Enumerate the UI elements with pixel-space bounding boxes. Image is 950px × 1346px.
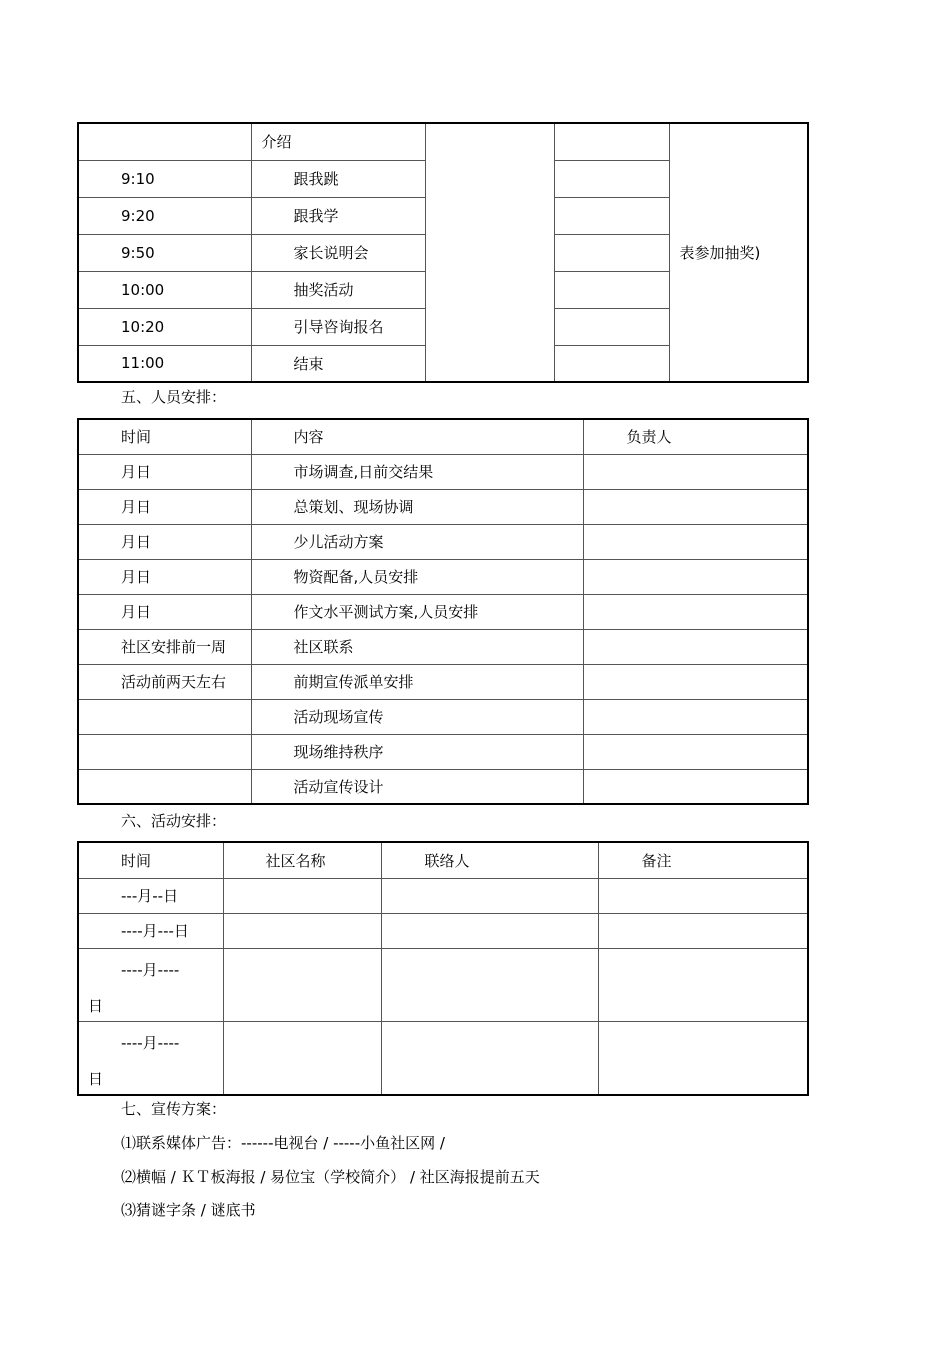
content-cell: 社区联系 (251, 629, 583, 664)
content-cell: 跟我学 (251, 197, 425, 234)
date-cell: ----月---日 (78, 913, 223, 948)
time-cell: 月日 (78, 524, 251, 559)
header-remarks: 备注 (598, 842, 808, 878)
date-line1: ----月---- (121, 960, 180, 979)
section7-heading: 七、宣传方案： (121, 1100, 227, 1118)
personnel-table (77, 418, 809, 805)
date-line2: 日 (88, 1069, 104, 1088)
table-row (78, 878, 808, 913)
header-row (78, 842, 808, 878)
header-owner: 负责人 (583, 419, 808, 454)
table-row (78, 454, 808, 489)
header-community: 社区名称 (223, 842, 381, 878)
owner-cell (583, 454, 808, 489)
owner-cell (583, 489, 808, 524)
prize-note: 表参加抽奖) (669, 123, 808, 382)
table-row (78, 594, 808, 629)
time-cell: 月日 (78, 594, 251, 629)
date-cell: ---月--日 (78, 878, 223, 913)
time-cell: 10:00 (78, 271, 251, 308)
owner-cell (583, 664, 808, 699)
date-cell (78, 1021, 223, 1095)
activity-table (77, 841, 809, 1096)
date-line1: ----月---- (121, 1033, 180, 1052)
table-row (78, 629, 808, 664)
owner-cell (583, 524, 808, 559)
publicity-item-2: ⑵横幅 / ＫＴ板海报 / 易位宝（学校简介） / 社区海报提前五天 (121, 1168, 540, 1186)
time-cell: 活动前两天左右 (78, 664, 251, 699)
content-cell: 跟我跳 (251, 160, 425, 197)
header-time: 时间 (78, 419, 251, 454)
time-cell: 9:50 (78, 234, 251, 271)
schedule-table (77, 122, 809, 383)
content-cell: 引导咨询报名 (251, 308, 425, 345)
section6-heading: 六、活动安排： (121, 812, 227, 830)
content-cell: 介绍 (251, 123, 425, 160)
time-cell: 月日 (78, 454, 251, 489)
date-line2: 日 (88, 996, 104, 1015)
table-row (78, 123, 808, 160)
content-cell: 现场维持秩序 (251, 734, 583, 769)
table-row (78, 664, 808, 699)
publicity-item-3: ⑶猜谜字条 / 谜底书 (121, 1201, 256, 1219)
owner-cell (583, 594, 808, 629)
content-cell: 前期宣传派单安排 (251, 664, 583, 699)
header-content: 内容 (251, 419, 583, 454)
time-cell (78, 734, 251, 769)
content-cell: 活动宣传设计 (251, 769, 583, 804)
header-time: 时间 (78, 842, 223, 878)
content-cell: 结束 (251, 345, 425, 382)
table-row (78, 948, 808, 1021)
table-row (78, 524, 808, 559)
owner-cell (583, 734, 808, 769)
owner-cell (583, 559, 808, 594)
time-cell (78, 699, 251, 734)
table-row (78, 913, 808, 948)
table-row (78, 559, 808, 594)
owner-cell (583, 769, 808, 804)
table-row (78, 1021, 808, 1095)
section5-heading: 五、人员安排： (121, 388, 227, 406)
time-cell: 9:20 (78, 197, 251, 234)
content-cell: 少儿活动方案 (251, 524, 583, 559)
time-cell: 社区安排前一周 (78, 629, 251, 664)
content-cell: 市场调查,日前交结果 (251, 454, 583, 489)
content-cell: 物资配备,人员安排 (251, 559, 583, 594)
table-row (78, 734, 808, 769)
time-cell: 11:00 (78, 345, 251, 382)
content-cell: 活动现场宣传 (251, 699, 583, 734)
table-row (78, 699, 808, 734)
owner-cell (583, 699, 808, 734)
time-cell: 9:10 (78, 160, 251, 197)
date-cell (78, 948, 223, 1021)
time-cell: 月日 (78, 489, 251, 524)
content-cell: 抽奖活动 (251, 271, 425, 308)
time-cell: 10:20 (78, 308, 251, 345)
publicity-item-1: ⑴联系媒体广告：------电视台 / -----小鱼社区网 / (121, 1134, 445, 1152)
content-cell: 家长说明会 (251, 234, 425, 271)
header-row (78, 419, 808, 454)
table-row (78, 769, 808, 804)
time-cell (78, 769, 251, 804)
table-row (78, 489, 808, 524)
time-cell: 月日 (78, 559, 251, 594)
header-contact: 联络人 (381, 842, 598, 878)
content-cell: 总策划、现场协调 (251, 489, 583, 524)
content-cell: 作文水平测试方案,人员安排 (251, 594, 583, 629)
owner-cell (583, 629, 808, 664)
